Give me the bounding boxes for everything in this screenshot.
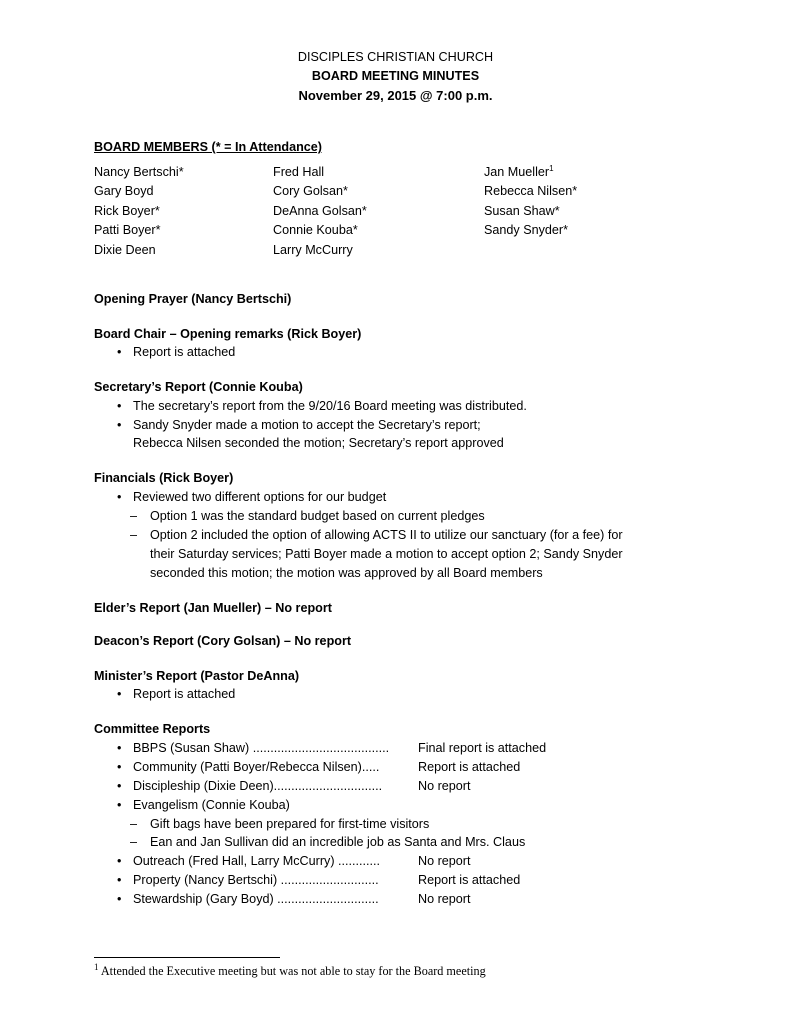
- members-column-3: [484, 163, 577, 241]
- committee-item: • Stewardship (Gary Boyd) .............................: [117, 892, 379, 906]
- committee-status: No report: [418, 892, 471, 906]
- document-title: BOARD MEETING MINUTES: [311, 69, 480, 83]
- members-heading: BOARD MEMBERS (* = In Attendance): [94, 140, 322, 154]
- members-column-1: [94, 163, 184, 260]
- sub-item-continuation: their Saturday services; Patti Boyer made a motion to accept option 2; Sandy Snyder: [150, 547, 623, 561]
- committee-status: No report: [418, 779, 471, 793]
- footnote: [94, 961, 486, 979]
- church-name: DISCIPLES CHRISTIAN CHURCH: [297, 50, 494, 64]
- committee-item: • Discipleship (Dixie Deen)...............................: [117, 779, 383, 793]
- sub-item: Option 2 included the option of allowing ACTS II to utilize our sanctuary (for a fee) for: [150, 528, 623, 542]
- committee-item: • Evangelism (Connie Kouba): [117, 798, 290, 812]
- minister-report-heading: Minister’s Report (Pastor DeAnna): [94, 669, 300, 683]
- members-column-2: [273, 163, 367, 260]
- member-name: Gary Boyd: [94, 184, 154, 199]
- list-item-continuation: Rebecca Nilsen seconded the motion; Secretary’s report approved: [133, 436, 504, 450]
- board-chair-heading: Board Chair – Opening remarks (Rick Boyer): [94, 327, 362, 341]
- dash-glyph: –: [130, 509, 138, 523]
- sub-item: Option 1 was the standard budget based on current pledges: [150, 509, 485, 523]
- member-name: Rebecca Nilsen*: [484, 184, 578, 199]
- member-name: Sandy Snyder*: [484, 223, 569, 238]
- footnote-divider: [94, 957, 280, 958]
- committee-reports-heading: Committee Reports: [94, 722, 211, 736]
- deacon-report-heading: Deacon’s Report (Cory Golsan) – No report: [94, 634, 352, 648]
- financials-heading: Financials (Rick Boyer): [94, 471, 234, 485]
- member-name: Patti Boyer*: [94, 223, 161, 238]
- sub-item: Ean and Jan Sullivan did an incredible job as Santa and Mrs. Claus: [150, 835, 526, 849]
- member-name: Cory Golsan*: [273, 184, 348, 199]
- member-name: DeAnna Golsan*: [273, 203, 367, 218]
- member-name: Connie Kouba*: [273, 223, 358, 238]
- list-item: • Sandy Snyder made a motion to accept the Secretary’s report;: [117, 418, 481, 432]
- committee-item: • Outreach (Fred Hall, Larry McCurry) ............: [117, 854, 381, 868]
- member-name: Jan Mueller$^1$: [484, 163, 554, 179]
- list-item: • The secretary’s report from the 9/20/16 Board meeting was distributed.: [117, 399, 527, 413]
- list-item: • Report is attached: [117, 345, 236, 359]
- footnote-number: 1: [94, 961, 99, 972]
- list-item: • Report is attached: [117, 687, 236, 701]
- list-item: • Reviewed two different options for our budget: [117, 490, 387, 504]
- committee-status: Report is attached: [418, 760, 521, 774]
- member-name: Dixie Deen: [94, 242, 156, 257]
- member-name: Larry McCurry: [273, 242, 353, 257]
- committee-item: • Community (Patti Boyer/Rebecca Nilsen).....: [117, 760, 380, 774]
- committee-status: Final report is attached: [418, 741, 547, 755]
- committee-item: • Property (Nancy Bertschi) ............................: [117, 873, 379, 887]
- committee-status: Report is attached: [418, 873, 521, 887]
- secretary-heading: Secretary’s Report (Connie Kouba): [94, 380, 303, 394]
- sub-item: Gift bags have been prepared for first-time visitors: [150, 817, 430, 831]
- sub-item-continuation: seconded this motion; the motion was approved by all Board members: [150, 566, 543, 580]
- elder-report-heading: Elder’s Report (Jan Mueller) – No report: [94, 601, 332, 615]
- footnote-text: Attended the Executive meeting but was not able to stay for the Board meeting: [100, 964, 486, 978]
- dash-glyph: –: [130, 528, 138, 542]
- meeting-date: November 29, 2015 @ 7:00 p.m.: [298, 88, 493, 103]
- opening-prayer-heading: Opening Prayer (Nancy Bertschi): [94, 292, 292, 306]
- dash-glyph: –: [130, 835, 138, 849]
- committee-item: • BBPS (Susan Shaw) .......................................: [117, 741, 390, 755]
- member-name: Fred Hall: [273, 165, 325, 179]
- footnote-marker: 1: [549, 163, 554, 173]
- member-name: Susan Shaw*: [484, 203, 560, 218]
- dash-glyph: –: [130, 817, 138, 831]
- member-name: Rick Boyer*: [94, 203, 160, 218]
- member-name: Nancy Bertschi*: [94, 165, 184, 179]
- committee-status: No report: [418, 854, 471, 868]
